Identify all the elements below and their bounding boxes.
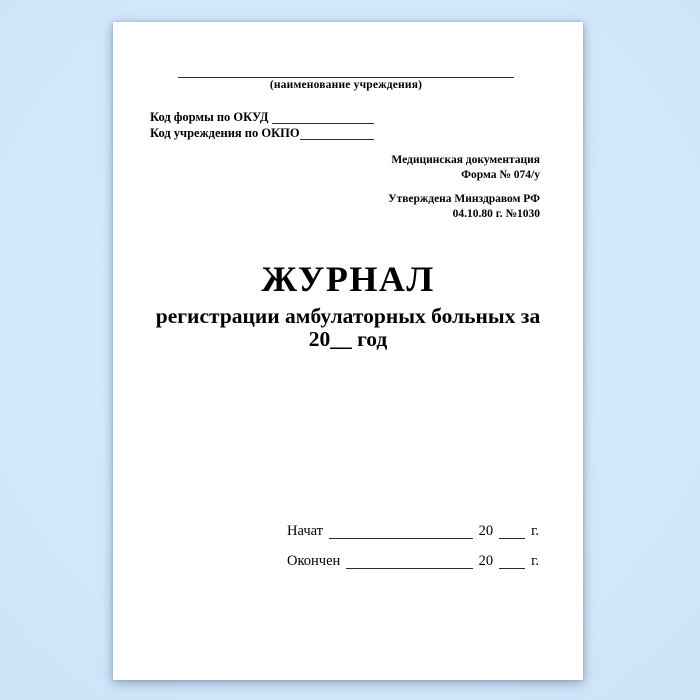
finished-date-blank-line xyxy=(346,568,472,569)
started-year-blank-line xyxy=(499,538,525,539)
okud-code-row xyxy=(150,110,374,126)
start-end-dates-block xyxy=(287,523,539,571)
started-label: Начат xyxy=(287,523,324,539)
journal-cover-page xyxy=(113,22,583,680)
started-year-prefix: 20 xyxy=(478,523,494,539)
journal-subtitle-line2: 20__ год xyxy=(308,327,388,351)
document-type-line: Медицинская документация xyxy=(391,154,540,166)
finished-label: Окончен xyxy=(287,553,341,569)
approved-by-line: Утверждена Минздравом РФ xyxy=(388,193,540,205)
okud-code-label: Код формы по ОКУД xyxy=(150,110,269,124)
finished-year-prefix: 20 xyxy=(478,553,494,569)
started-year-suffix: г. xyxy=(531,523,539,539)
started-date-blank-line xyxy=(329,538,473,539)
organization-name-block xyxy=(178,62,514,91)
title-block xyxy=(113,259,583,351)
organization-name-caption: (наименование учреждения) xyxy=(269,79,423,91)
journal-subtitle-line1: регистрации амбулаторных больных за xyxy=(155,304,541,328)
finished-year-blank-line xyxy=(499,568,525,569)
journal-title: ЖУРНАЛ xyxy=(261,259,435,299)
started-date-row xyxy=(287,523,539,541)
approval-group xyxy=(388,192,540,222)
okpo-code-label: Код учреждения по ОКПО xyxy=(150,126,300,140)
okud-code-blank-line xyxy=(272,123,374,124)
form-number-line: Форма № 074/у xyxy=(461,169,540,181)
finished-year-suffix: г. xyxy=(531,553,539,569)
document-type-group xyxy=(388,153,540,183)
finished-date-row xyxy=(287,553,539,571)
okpo-code-row xyxy=(150,126,374,142)
journal-subtitle xyxy=(113,305,583,351)
form-codes-block xyxy=(150,110,374,142)
organization-name-blank-line xyxy=(178,62,514,78)
okpo-code-blank-line xyxy=(300,139,374,140)
document-approval-block xyxy=(388,153,540,222)
approval-date-line: 04.10.80 г. №1030 xyxy=(452,208,540,220)
